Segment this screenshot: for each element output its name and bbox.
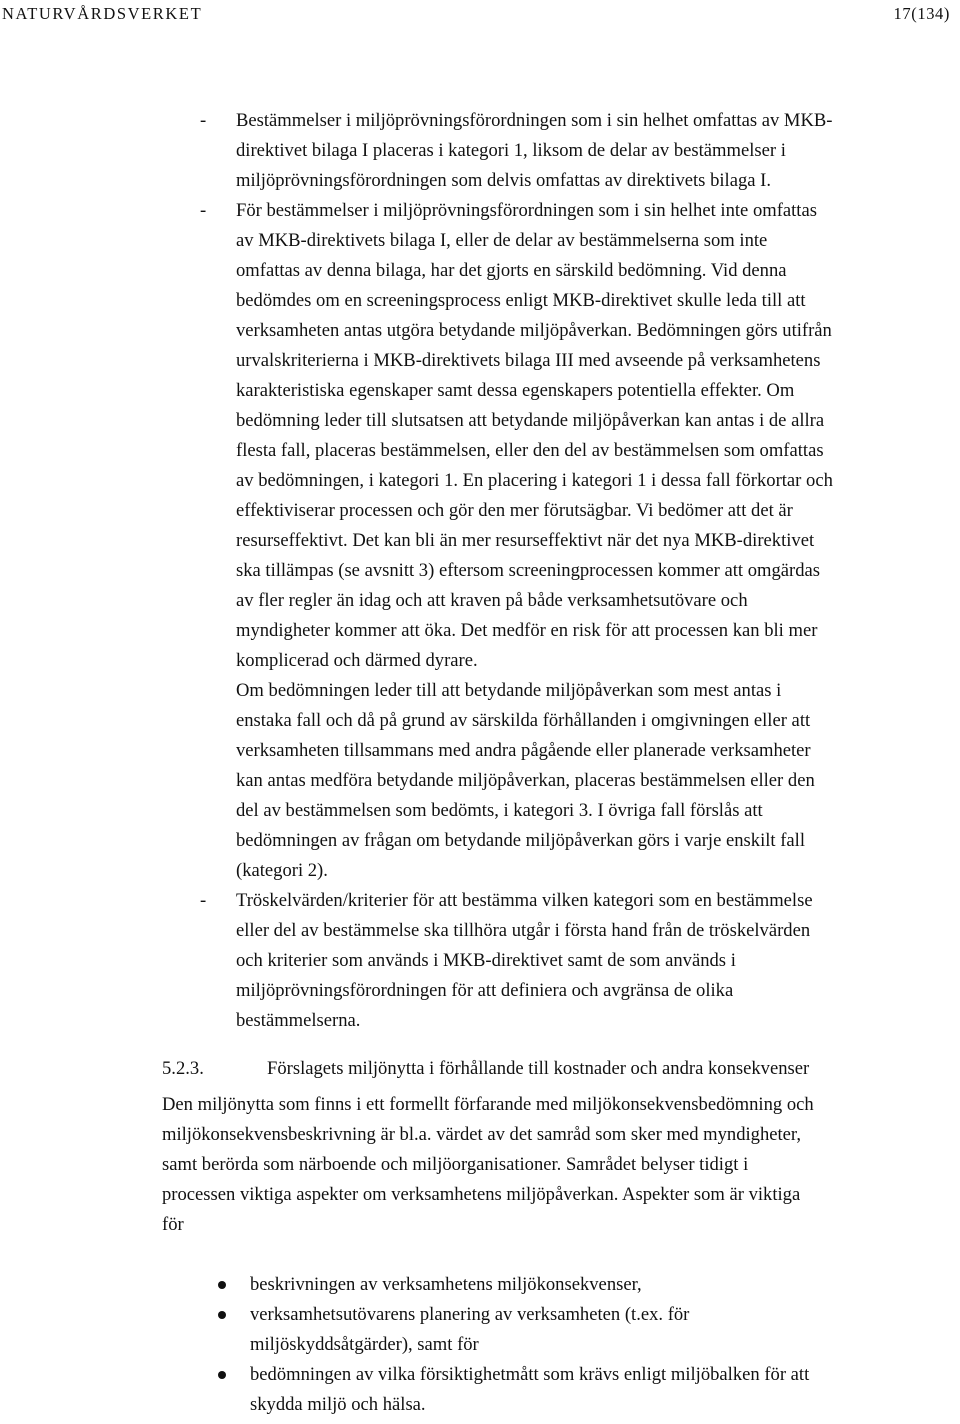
- text-line: resurseffektivt. Det kan bli än mer resurseffektivt när det nya MKB-direktivet: [236, 530, 815, 551]
- dash-marker: -: [200, 200, 207, 221]
- text-line: Bestämmelser i miljöprövningsförordningen som i sin helhet omfattas av MKB-: [236, 110, 833, 131]
- dash-bullet-list: [200, 106, 960, 1036]
- text-line: bedömdes om en screeningsprocess enligt MKB-direktivet skulle leda till att: [236, 290, 806, 311]
- text-line: Tröskelvärden/kriterier för att bestämma vilken kategori som en bestämmelse: [236, 890, 813, 911]
- text-line: processen viktiga aspekter om verksamhetens miljöpåverkan. Aspekter som är viktiga: [162, 1184, 801, 1205]
- dot-bullet-list: [250, 1270, 950, 1420]
- list-item: [250, 1360, 950, 1420]
- text-line: verksamhetsutövarens planering av verksamheten (t.ex. för: [250, 1304, 690, 1325]
- text-line: miljökonsekvensbeskrivning är bl.a. värdet av det samråd som sker med myndigheter,: [162, 1124, 802, 1145]
- text-line: beskrivningen av verksamhetens miljökonsekvenser,: [250, 1274, 642, 1295]
- text-line: för: [162, 1214, 184, 1235]
- text-line: bedömningen av frågan om betydande miljöpåverkan görs i varje enskilt fall: [236, 830, 805, 851]
- text-line: av MKB-direktivets bilaga I, eller de delar av bestämmelserna som inte: [236, 230, 768, 251]
- text-line: samt berörda som närboende och miljöorganisationer. Samrådet belyser tidigt i: [162, 1154, 749, 1175]
- text-line: myndigheter kommer att öka. Det medför en risk för att processen kan bli mer: [236, 620, 818, 641]
- list-item: [250, 1300, 950, 1360]
- text-line: ska tillämpas (se avsnitt 3) eftersom screeningprocessen kommer att omgärdas: [236, 560, 820, 581]
- text-line: flesta fall, placeras bestämmelsen, eller den del av bestämmelsen som omfattas: [236, 440, 824, 461]
- dash-marker: -: [200, 890, 207, 911]
- text-line: skydda miljö och hälsa.: [250, 1394, 426, 1415]
- header-organization: NATURVÅRDSVERKET: [2, 4, 203, 23]
- text-line: enstaka fall och då på grund av särskilda förhållanden i omgivningen eller att: [236, 710, 811, 731]
- text-line: omfattas av denna bilaga, har det gjorts en särskild bedömning. Vid denna: [236, 260, 787, 281]
- text-line: bedömning leder till slutsatsen att betydande miljöpåverkan kan antas i de allra: [236, 410, 825, 431]
- text-line: miljöskyddsåtgärder), samt för: [250, 1334, 479, 1355]
- list-item: [200, 196, 960, 886]
- section-title: Förslagets miljönytta i förhållande till kostnader och andra konsekvenser: [267, 1058, 810, 1079]
- section-paragraph: [162, 1090, 957, 1240]
- bullet-dot-icon: [218, 1281, 226, 1289]
- text-line: komplicerad och därmed dyrare.: [236, 650, 478, 671]
- text-line: karakteristiska egenskaper samt dessa egenskapers potentiella effekter. Om: [236, 380, 795, 401]
- text-line: verksamheten antas utgöra betydande miljöpåverkan. Bedömningen görs utifrån: [236, 320, 832, 341]
- bullet-dot-icon: [218, 1311, 226, 1319]
- text-line: och kriterier som används i MKB-direktivet samt de som används i: [236, 950, 736, 971]
- text-line: Den miljönytta som finns i ett formellt förfarande med miljökonsekvensbedömning och: [162, 1094, 814, 1115]
- list-item: [200, 886, 960, 1036]
- page-header: [2, 3, 950, 25]
- section-number: 5.2.3.: [162, 1058, 204, 1079]
- text-line: miljöprövningsförordningen för att definiera och avgränsa de olika: [236, 980, 734, 1001]
- text-line: miljöprövningsförordningen som delvis omfattas av direktivets bilaga I.: [236, 170, 771, 191]
- text-line: verksamheten tillsammans med andra pågående eller planerade verksamheter: [236, 740, 811, 761]
- text-line: bestämmelserna.: [236, 1010, 361, 1031]
- list-item: [200, 106, 960, 196]
- text-line: Om bedömningen leder till att betydande miljöpåverkan som mest antas i: [236, 680, 782, 701]
- text-line: För bestämmelser i miljöprövningsförordningen som i sin helhet inte omfattas: [236, 200, 817, 221]
- text-line: eller del av bestämmelse ska tillhöra utgår i första hand från de tröskelvärden: [236, 920, 811, 941]
- text-line: kan antas medföra betydande miljöpåverkan, placeras bestämmelsen eller den: [236, 770, 815, 791]
- text-line: av fler regler än idag och att kraven på både verksamhetsutövare och: [236, 590, 748, 611]
- text-line: (kategori 2).: [236, 860, 328, 881]
- dash-marker: -: [200, 110, 207, 131]
- list-item: [250, 1270, 950, 1300]
- bullet-dot-icon: [218, 1371, 226, 1379]
- text-line: bedömningen av vilka försiktighetmått som krävs enligt miljöbalken för att: [250, 1364, 810, 1385]
- text-line: urvalskriterierna i MKB-direktivets bilaga III med avseende på verksamhetens: [236, 350, 821, 371]
- text-line: del av bestämmelsen som bedömts, i kategori 3. I övriga fall förslås att: [236, 800, 763, 821]
- text-line: effektiviserar processen och gör den mer förutsägbar. Vi bedömer att det är: [236, 500, 793, 521]
- header-page-number: 17(134): [893, 4, 950, 23]
- text-line: direktivet bilaga I placeras i kategori 1, liksom de delar av bestämmelser i: [236, 140, 786, 161]
- text-line: av bedömningen, i kategori 1. En placering i kategori 1 i dessa fall förkortar och: [236, 470, 833, 491]
